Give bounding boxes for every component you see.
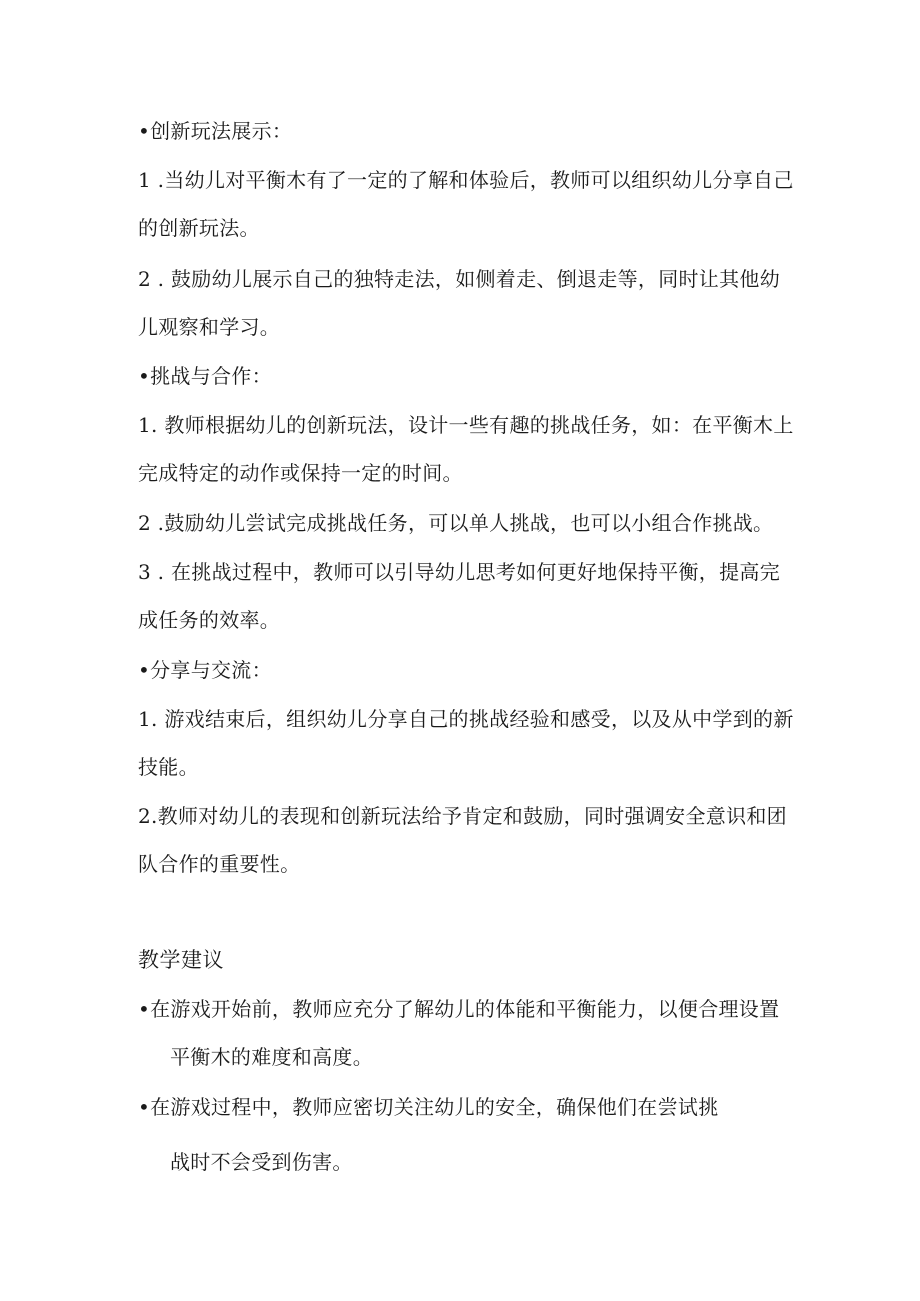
sharing-item-2-line-2: 队合作的重要性。 xyxy=(138,852,301,876)
innovation-item-1-line-2: 的创新玩法。 xyxy=(138,216,260,240)
sharing-item-2-line-1: 2.教师对幼儿的表现和创新玩法给予肯定和鼓励，同时强调安全意识和团 xyxy=(138,804,787,828)
innovation-item-2-line-2: 儿观察和学习。 xyxy=(138,315,281,339)
section-title-sharing: •分享与交流： xyxy=(138,658,272,682)
innovation-item-2-line-1: 2 . 鼓励幼儿展示自己的独特走法，如侧着走、倒退走等，同时让其他幼 xyxy=(138,267,780,291)
sharing-item-1-line-1: 1. 游戏结束后，组织幼儿分享自己的挑战经验和感受，以及从中学到的新 xyxy=(138,707,794,731)
section-title-innovation: •创新玩法展示： xyxy=(138,119,293,143)
innovation-item-1-line-1: 1 .当幼儿对平衡木有了一定的了解和体验后，教师可以组织幼儿分享自己 xyxy=(138,168,794,192)
section-title-challenge: •挑战与合作： xyxy=(138,364,272,388)
suggestion-bullet-2-line-1: •在游戏过程中，教师应密切关注幼儿的安全，确保他们在尝试挑 xyxy=(138,1095,719,1119)
challenge-item-3-line-2: 成任务的效率。 xyxy=(138,608,281,632)
suggestion-bullet-1-line-1: •在游戏开始前，教师应充分了解幼儿的体能和平衡能力，以便合理设置 xyxy=(138,997,780,1021)
challenge-item-1-line-1: 1. 教师根据幼儿的创新玩法，设计一些有趣的挑战任务，如：在平衡木上 xyxy=(138,413,794,437)
suggestion-bullet-1-line-2: 平衡木的难度和高度。 xyxy=(170,1045,373,1069)
section-title-suggestions: 教学建议 xyxy=(138,948,224,972)
suggestion-bullet-2-line-2: 战时不会受到伤害。 xyxy=(170,1150,353,1174)
challenge-item-2-line-1: 2 .鼓励幼儿尝试完成挑战任务，可以单人挑战，也可以小组合作挑战。 xyxy=(138,511,774,535)
sharing-item-1-line-2: 技能。 xyxy=(138,755,199,779)
challenge-item-1-line-2: 完成特定的动作或保持一定的时间。 xyxy=(138,461,463,485)
challenge-item-3-line-1: 3 . 在挑战过程中，教师可以引导幼儿思考如何更好地保持平衡，提高完 xyxy=(138,560,780,584)
